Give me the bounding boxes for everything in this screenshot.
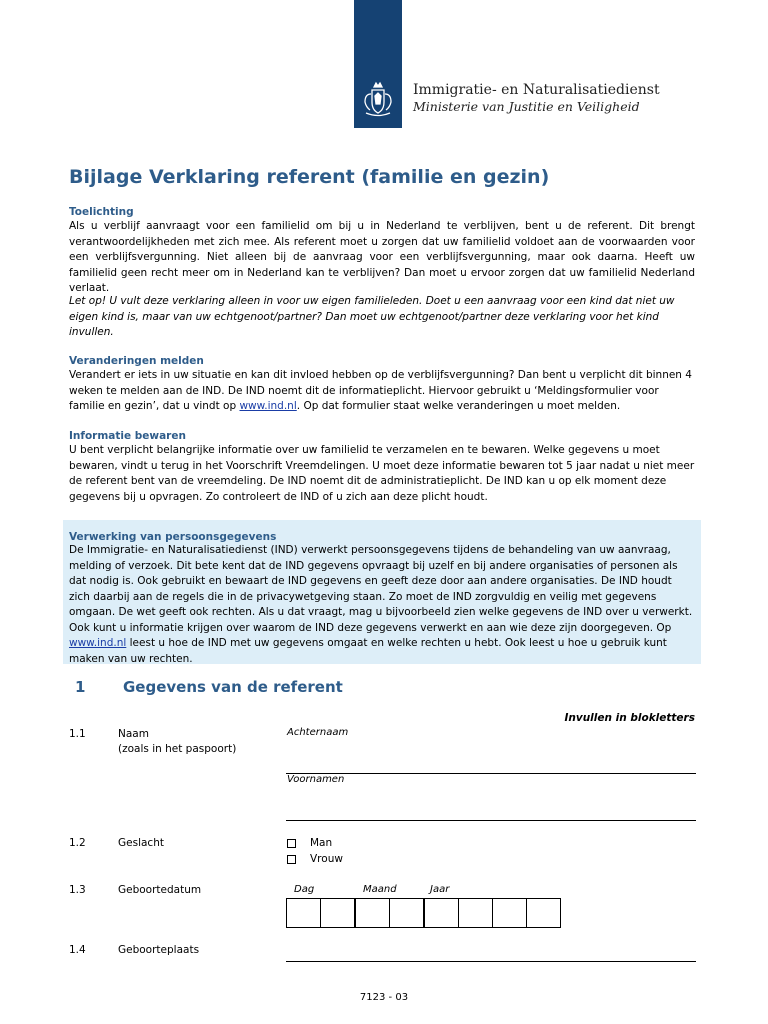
veranderingen-text-after: . Op dat formulier staat welke veranderingen u moet melden. <box>296 400 621 412</box>
row-number-geboorteplaats: 1.4 <box>69 944 86 956</box>
achternaam-caption: Achternaam <box>287 727 349 738</box>
geslacht-label: Geslacht <box>118 837 164 849</box>
letop-text: Let op! U vult deze verklaring alleen in voor uw eigen familieleden. Doet u een aanvraag voor een kind dat niet uw eigen kind is, maar van uw echtgenoot/partner? Dan moet uw echtgenoot/partner deze verklaring voor het kind invullen. <box>69 295 675 338</box>
voornamen-caption: Voornamen <box>287 774 345 785</box>
geboorteplaats-label: Geboorteplaats <box>118 944 200 956</box>
naam-label-text: Naam <box>118 728 149 740</box>
jaar-digit-4[interactable] <box>526 898 561 928</box>
toelichting-text: Als u verblijf aanvraagt voor een familielid om bij u in Nederland te verblijven, bent u de referent. Dit brengt verantwoordelijkheden met zich mee. Als referent moet u zorgen dat uw familielid voldoet aan de voorwaarden voor een verblijfsvergunning. Niet alleen bij de aanvraag voor een verblijfsvergunning, maar ook daarna. Heeft uw familielid geen recht meer om in Nederland kan te verblijven? Dan moet u ervoor zorgen dat uw familielid Nederland verlaat. <box>69 220 695 294</box>
dag-digit-2[interactable] <box>320 898 354 928</box>
vrouw-checkbox[interactable] <box>287 855 296 864</box>
privacy-heading: Verwerking van persoonsgegevens <box>69 531 277 543</box>
man-label: Man <box>310 837 333 849</box>
naam-sublabel: (zoals in het paspoort) <box>118 743 237 755</box>
dag-digit-1[interactable] <box>286 898 320 928</box>
row-number-naam: 1.1 <box>69 728 86 740</box>
rijksoverheid-crest-icon <box>358 80 398 120</box>
privacy-ind-link[interactable]: www.ind.nl <box>69 637 127 649</box>
achternaam-field[interactable] <box>286 773 696 774</box>
veranderingen-heading: Veranderingen melden <box>69 355 204 367</box>
jaar-digit-2[interactable] <box>458 898 492 928</box>
vrouw-label: Vrouw <box>310 853 343 865</box>
geboortedatum-input-grid <box>286 898 561 928</box>
maand-digit-1[interactable] <box>354 898 389 928</box>
row-number-geboortedatum: 1.3 <box>69 884 86 896</box>
maand-caption: Maand <box>363 884 397 895</box>
geboortedatum-label: Geboortedatum <box>118 884 202 896</box>
section-number: 1 <box>75 678 86 696</box>
org-name: Immigratie- en Naturalisatiedienst <box>413 82 660 98</box>
logo-bar <box>354 0 402 128</box>
geboorteplaats-field[interactable] <box>286 961 696 962</box>
section-title: Gegevens van de referent <box>123 678 343 696</box>
veranderingen-text-before: Verandert er iets in uw situatie en kan dit invloed hebben op de verblijfsvergunning? Dan bent u verplicht dit binnen 4 weken te melden aan de IND. De IND noemt dit de informatieplicht. Hiervoor gebruikt u ‘Meldingsformulier voor familie en gezin’, dat u vindt op <box>69 369 692 412</box>
jaar-digit-1[interactable] <box>423 898 458 928</box>
voornamen-field[interactable] <box>286 820 696 821</box>
jaar-digit-3[interactable] <box>492 898 526 928</box>
document-title: Bijlage Verklaring referent (familie en gezin) <box>69 166 550 188</box>
toelichting-heading: Toelichting <box>69 206 134 218</box>
form-code: 7123 - 03 <box>359 992 409 1003</box>
veranderingen-text <box>69 368 695 415</box>
man-checkbox[interactable] <box>287 839 296 848</box>
privacy-text-before: De Immigratie- en Naturalisatiedienst (IND) verwerkt persoonsgegevens tijdens de behandeling van uw aanvraag, melding of verzoek. Dit bete kent dat de IND gegevens opvraagt bij uzelf en bij andere organisaties of personen als dat nodig is. Ook gebruikt en bewaart de IND gegevens en geeft deze door aan andere organisaties. De IND houdt zich daarbij aan de regels die in de privacywetgeving staan. Zo moet de IND zorgvuldig en veilig met gegevens omgaan. De wet geeft ook rechten. Als u dat vraagt, mag u bijvoorbeeld zien welke gegevens de IND over u verwerkt. Ook kunt u informatie krijgen over waarom de IND deze gegevens verwerkt en aan wie deze zijn doorgegeven. Op <box>69 544 693 634</box>
informatie-heading: Informatie bewaren <box>69 430 186 442</box>
jaar-caption: Jaar <box>430 884 450 895</box>
dag-caption: Dag <box>294 884 315 895</box>
privacy-text-after: leest u hoe de IND met uw gegevens omgaat en welke rechten u hebt. Ook leest u hoe u gebruik kunt maken van uw rechten. <box>69 637 667 665</box>
informatie-text: U bent verplicht belangrijke informatie over uw familielid te verzamelen en te bewaren. Welke gegevens u moet bewaren, vindt u terug in het Voorschrift Vreemdelingen. U moet deze informatie bewaren tot 5 jaar nadat u niet meer de referent bent van de vreemdeling. De IND noemt dit de administratieplicht. De IND kan u op elk moment deze gegevens bij u opvragen. Zo controleert de IND of u zich aan deze plicht houdt. <box>69 444 695 503</box>
naam-label <box>118 727 236 757</box>
row-number-geslacht: 1.2 <box>69 837 86 849</box>
ministry-name: Ministerie van Justitie en Veiligheid <box>413 99 640 114</box>
maand-digit-2[interactable] <box>389 898 423 928</box>
blokletters-note: Invullen in blokletters <box>564 712 695 724</box>
privacy-text <box>69 543 695 667</box>
ind-link[interactable]: www.ind.nl <box>239 400 297 412</box>
